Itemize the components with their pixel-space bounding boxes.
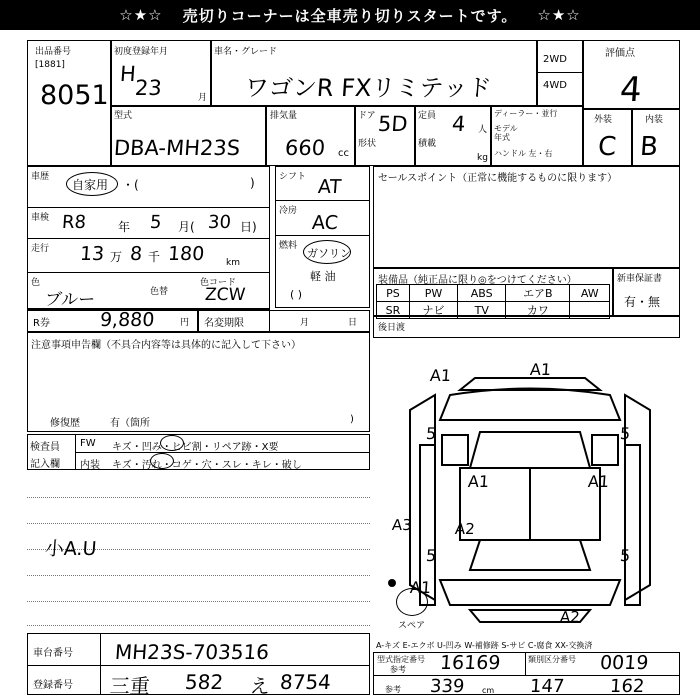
score-value: 4 <box>618 70 644 110</box>
model-value: DBA-MH23S <box>113 136 241 160</box>
equip-leather: カワ <box>506 302 570 319</box>
dims-length-unit: cm <box>482 686 495 695</box>
recycle-value: 9,880 <box>99 309 156 331</box>
history-value: 自家用 <box>72 178 109 192</box>
history-close: ) <box>250 176 255 190</box>
mark-a1-rear: A1 <box>409 578 432 597</box>
dealer-label: ディーラー・並行 <box>494 109 558 118</box>
name-change-day: 日 <box>348 318 358 328</box>
ac-label: 冷房 <box>279 206 298 216</box>
exterior-label: 外装 <box>594 115 613 125</box>
spare-label: スペア <box>398 621 426 631</box>
inspection-era: R8 <box>61 212 87 233</box>
type-spec-value: 16169 <box>439 652 502 674</box>
banner-text: 売切りコーナーは全車売り切りスタートです。 <box>182 6 518 25</box>
model-year-label: モデル年式 <box>494 124 518 142</box>
dims-height: 162 <box>609 676 646 697</box>
inspector-label2: 記入欄 <box>30 459 60 470</box>
shift-value: AT <box>317 176 342 198</box>
later-block <box>373 316 680 338</box>
equip-aw: AW <box>570 285 610 302</box>
color-code-label: 色コード <box>200 278 237 288</box>
type-spec-sub: 参考 <box>390 665 406 674</box>
repair-label: 修復歴 <box>50 418 80 429</box>
chassis-value: MH23S-703516 <box>114 640 270 664</box>
mark-a1-top: A1 <box>529 360 552 379</box>
mileage-sen-unit: 千 <box>148 250 161 264</box>
plate-number: 8754 <box>279 670 332 694</box>
int-circle <box>150 453 174 469</box>
fw-circle <box>160 435 184 451</box>
seats-label: 定員 <box>418 111 437 121</box>
later-label: 後日渡 <box>378 323 406 333</box>
handwritten-note: 小A.U <box>44 538 98 560</box>
history-label: 車歴 <box>31 172 50 182</box>
mark-5-left: 5 <box>425 424 437 443</box>
interior-label: 内装 <box>645 115 664 125</box>
shape-label: 形状 <box>358 139 377 149</box>
displacement-unit: cc <box>338 148 349 159</box>
plate-class: 582 <box>184 670 225 694</box>
recycle-label: R券 <box>33 318 50 329</box>
mark-5-rear-left: 5 <box>425 546 437 565</box>
banner-stars-right: ☆★☆ <box>537 6 581 24</box>
lot-label: 出品番号 <box>35 47 72 57</box>
color-label: 色 <box>31 278 41 288</box>
class-number-value: 0019 <box>599 652 650 674</box>
dims-width: 147 <box>529 676 566 697</box>
warranty-label: 新車保証書 <box>617 274 663 284</box>
equip-sr: SR <box>377 302 410 319</box>
mileage-man-unit: 万 <box>110 250 123 264</box>
mark-a3: A3 <box>391 516 413 534</box>
warranty-value: 有・無 <box>624 295 661 309</box>
dims-length: 339 <box>429 676 466 697</box>
ac-value: AC <box>311 212 339 234</box>
type-spec-label: 型式指定番号 <box>377 655 425 664</box>
lot-sub: [1881] <box>35 60 65 70</box>
mark-a2-rear: A2 <box>559 608 581 626</box>
doors-label: ドア <box>358 111 376 121</box>
spare-tire <box>396 588 428 616</box>
equip-pw: PW <box>409 285 457 302</box>
equip-tv: TV <box>458 302 506 319</box>
name-change-label: 名変期限 <box>204 318 244 329</box>
mark-a2-center: A2 <box>454 520 476 538</box>
name-change-month: 月 <box>300 318 310 328</box>
dims-label: 参考 <box>385 685 401 694</box>
inspector-int-items: キズ・汚れ・コゲ・穴・スレ・キレ・破し <box>112 460 302 471</box>
drive-2wd: 2WD <box>543 54 567 65</box>
notes-label: 注意事項申告欄（不具合内容等は具体的に記入して下さい） <box>31 340 301 351</box>
inspection-month-unit: 月( <box>178 220 195 234</box>
model-label: 型式 <box>114 111 133 121</box>
registration-month-unit: 月 <box>198 93 208 103</box>
seats-value: 4 <box>451 112 467 136</box>
equip-airbag: エアB <box>506 285 570 302</box>
color-change-label: 色替 <box>150 287 169 297</box>
inspection-day: 30 <box>207 212 232 233</box>
mark-a1-top-left: A1 <box>429 366 452 385</box>
mark-5-right: 5 <box>619 424 631 443</box>
fuel-other: ( ) <box>290 288 303 301</box>
car-name: ワゴンR FXリミテッド <box>243 74 493 102</box>
inspection-year-unit: 年 <box>118 220 131 234</box>
fuel-gas: ガソリン <box>307 247 351 260</box>
shift-label: シフト <box>279 172 307 182</box>
score-label: 評価点 <box>605 48 635 59</box>
fuel-diesel: 軽 油 <box>310 270 336 283</box>
inspection-month: 5 <box>149 212 163 233</box>
recycle-block <box>27 310 370 332</box>
fuel-label: 燃料 <box>279 241 298 251</box>
inspector-int: 内装 <box>80 460 100 471</box>
color-value: ブルー <box>44 290 96 310</box>
mark-a1-right-door: A1 <box>587 472 610 491</box>
mileage-label: 走行 <box>31 244 50 254</box>
seats-unit: 人 <box>478 125 488 135</box>
recycle-unit: 円 <box>180 318 190 328</box>
plate-label: 登録番号 <box>33 680 73 691</box>
plate-region: 三重 <box>109 674 151 698</box>
displacement-label: 排気量 <box>270 111 298 121</box>
history-suffix: ・( <box>122 178 139 192</box>
chassis-label: 車台番号 <box>33 648 73 659</box>
plate-kana: え <box>249 674 271 698</box>
mileage-rest: 180 <box>167 243 206 265</box>
load-unit: kg <box>477 153 488 163</box>
inspector-fw-items: キズ・凹み・ヒビ割・リペア跡・X要 <box>112 442 279 453</box>
banner-stars-left: ☆★☆ <box>119 6 163 24</box>
equipment-label: 装備品（純正品に限り◎をつけてください） <box>378 275 577 286</box>
mileage-sen: 8 <box>129 243 143 265</box>
damage-legend: A-キズ E-エクボ U-凹み W-補修跡 S-サビ C-腐食 XX-交換済 <box>376 641 593 650</box>
registration-year: 23 <box>134 76 163 100</box>
mark-a1-left-door: A1 <box>467 472 490 491</box>
lot-number: 8051 <box>40 80 109 111</box>
inspector-fw: FW <box>80 438 96 449</box>
repair-value: 有（箇所 <box>110 418 150 429</box>
handle-label: ハンドル 左・右 <box>494 149 553 158</box>
mark-5-rear-right: 5 <box>619 546 631 565</box>
mileage-man: 13 <box>79 243 105 265</box>
interior-value: B <box>638 132 659 162</box>
name-label: 車名・グレード <box>214 47 278 57</box>
equip-ps: PS <box>377 285 410 302</box>
equip-abs: ABS <box>458 285 506 302</box>
class-number-label: 類別区分番号 <box>528 655 576 664</box>
drive-4wd: 4WD <box>543 80 567 91</box>
repair-close: ) <box>350 414 354 425</box>
header-banner <box>0 0 700 30</box>
inspection-label: 車検 <box>31 213 50 223</box>
sales-point-label: セールスポイント（正常に機能するものに限ります） <box>378 173 618 184</box>
color-code: ZCW <box>204 285 247 305</box>
doors-value: 5D <box>377 112 409 136</box>
displacement-value: 660 <box>284 136 326 160</box>
load-label: 積載 <box>418 139 437 149</box>
registration-label: 初度登録年月 <box>114 47 169 57</box>
equipment-table <box>376 284 610 319</box>
inspector-label1: 検査員 <box>30 442 60 453</box>
registration-era: H <box>119 62 137 86</box>
equip-navi: ナビ <box>409 302 457 319</box>
mileage-unit: km <box>226 258 240 268</box>
exterior-value: C <box>596 132 618 162</box>
inspection-day-unit: 日) <box>240 220 257 234</box>
